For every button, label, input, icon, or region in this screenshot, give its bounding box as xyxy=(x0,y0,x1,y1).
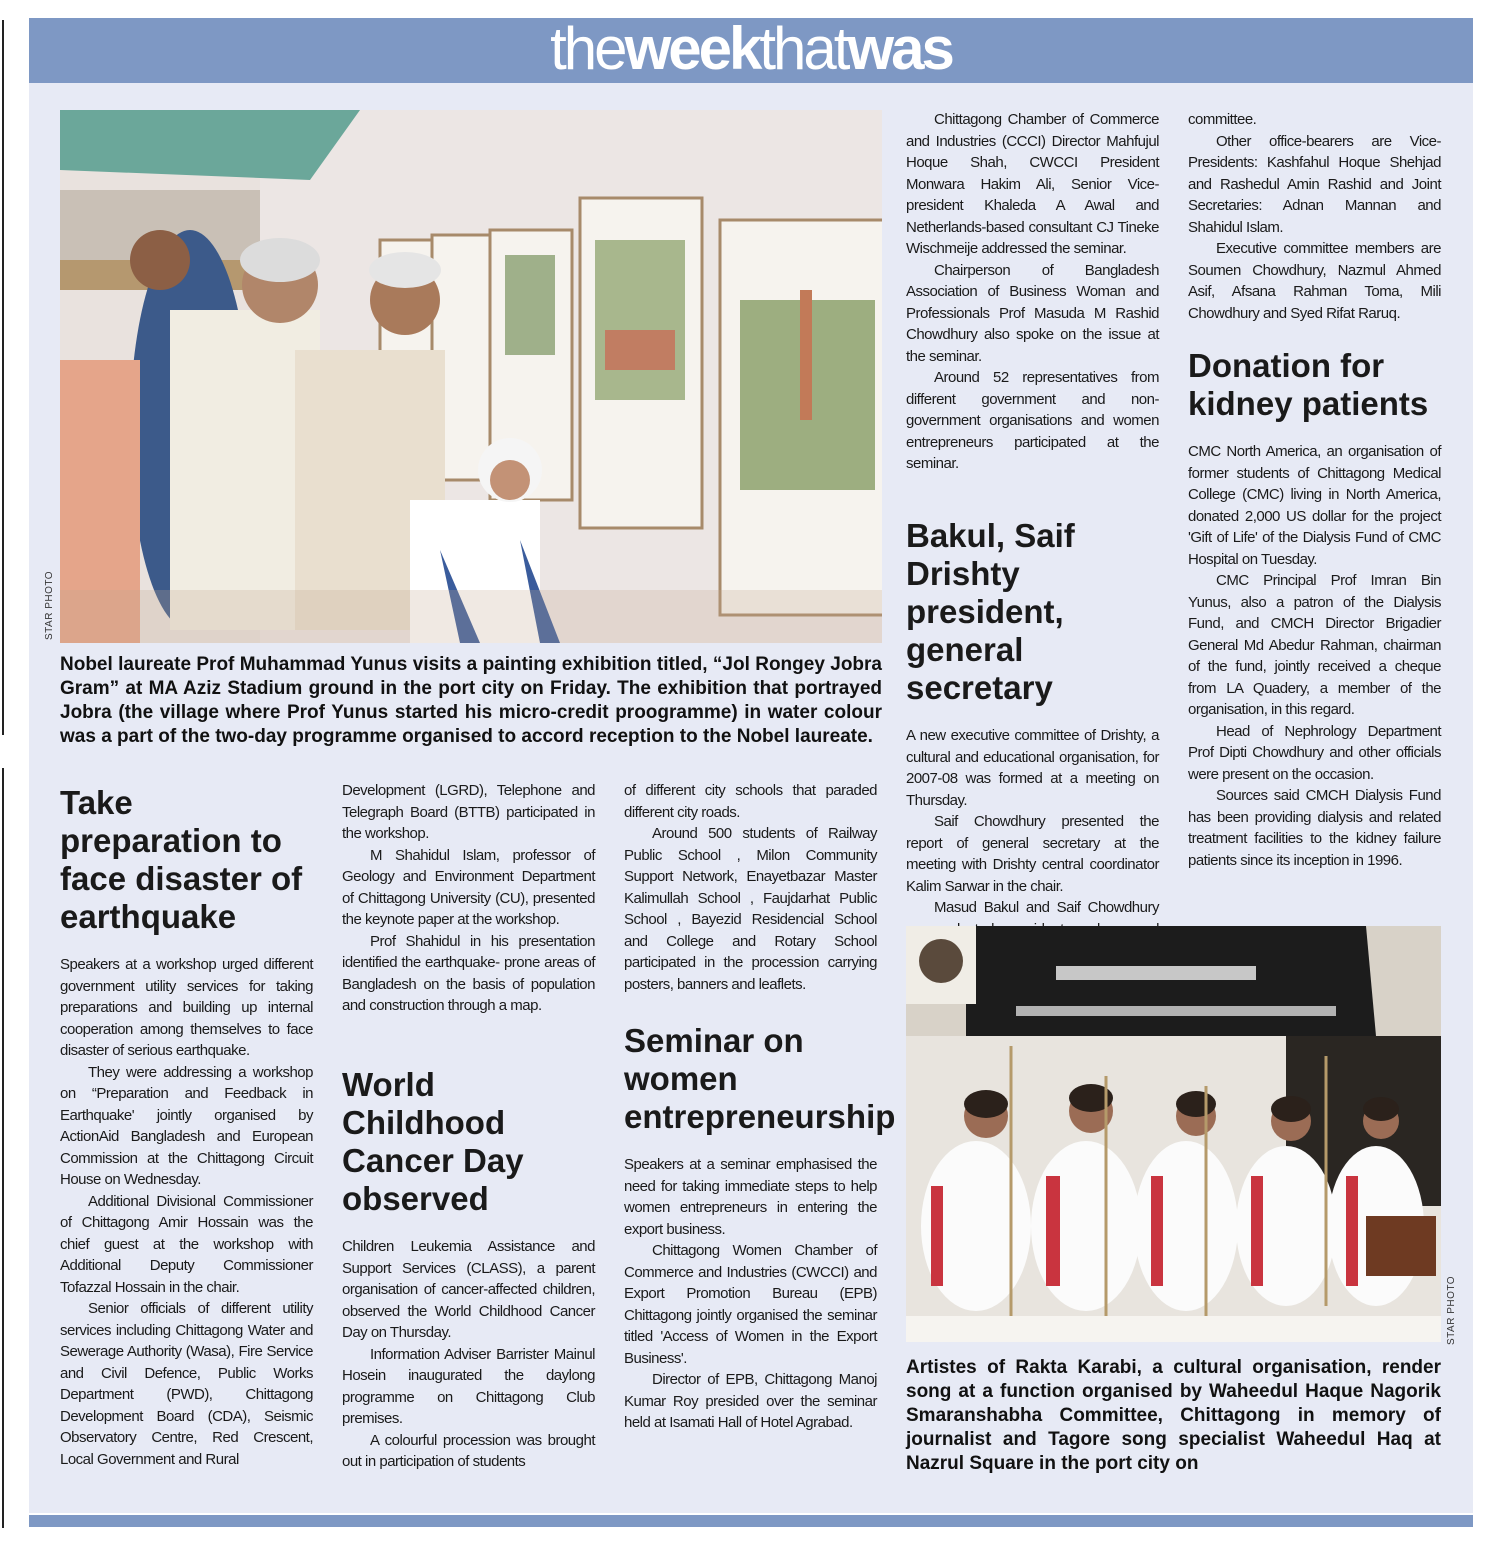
seminar-p5: Chairperson of Bangladesh Association of Business Woman and Professionals Prof Masuda M Rashid Chowdhury also spoke on the issue at the seminar. xyxy=(906,261,1159,365)
drishty-p3: Masud Bakul and Saif Chowdhury xyxy=(934,899,1159,916)
article-earthquake xyxy=(60,784,313,1470)
article-earthquake-continued xyxy=(342,780,595,1017)
masthead-that: that xyxy=(759,15,848,82)
earthquake-p5: Development (LGRD), Telephone and Telegraph Board (BTTB) participated in the workshop. xyxy=(342,782,595,842)
article-drishty xyxy=(906,517,1159,962)
earthquake-p6: M Shahidul Islam, professor of Geology and Environment Department of Chittagong University (CU), presented the keynote paper at the workshop. xyxy=(342,846,595,928)
left-rule-bottom xyxy=(2,768,4,1528)
kidney-p2: CMC Principal Prof Imran Bin Yunus, also a patron of the Dialysis Fund, and CMCH Director Brigadier General Md Abedur Rahman, chairman of the fund, jointly received a cheque from LA Quadery, a member of the organisation, in this regard. xyxy=(1188,572,1441,718)
kidney-p1: CMC North America, an organisation of former students of Chittagong Medical College (CMC) living in North America, donated 2,000 US dollar for the project 'Gift of Life' of the Dialysis Fund of CMC Hospital on Tuesday. xyxy=(1188,443,1441,568)
headline-kidney: Donation for kidney patients xyxy=(1188,347,1429,422)
seminar-p6: Around 52 representatives from different government and non-government organisations and women entrepreneurs participated at the seminar. xyxy=(906,369,1159,472)
artistes-photo xyxy=(906,926,1441,1342)
childhood-p2: Information Adviser Barrister Mainul Hosein inaugurated the daylong programme on Chittagong Club premises. xyxy=(342,1345,595,1427)
photo-credit-bottom: STAR PHOTO xyxy=(1446,1275,1457,1345)
childhood-p4: of different city schools that paraded different city roads. xyxy=(624,782,877,821)
headline-seminar: Seminar on women entrepreneurship xyxy=(624,1022,896,1135)
earthquake-p2: They were addressing a workshop on “Preparation and Feedback in Earthquake' jointly organised by ActionAid Bangladesh and European Commission at the Chittagong Circuit House on Wednesday. xyxy=(60,1063,313,1188)
earthquake-p1: Speakers at a workshop urged different government utility services for taking preparations and building up internal cooperation among themselves to face disaster of serious earthquake. xyxy=(60,956,313,1059)
masthead xyxy=(29,15,1473,83)
seminar-p4: Chittagong Chamber of Commerce and Industries (CCCI) Director Mahfujul Hoque Shah, CWCCI President Monwara Hakim Ali, Senior Vice-president Khaleda A Awal and Netherlands-based consultant CJ Tineke Wischmeije addressed the seminar. xyxy=(906,111,1159,257)
drishty-p6: Executive committee members are Soumen Chowdhury, Nazmul Ahmed Asif, Afsana Rahman Toma, Mili Chowdhury and Syed Rifat Raruq. xyxy=(1188,240,1441,322)
kidney-p3: Head of Nephrology Department Prof Dipti Chowdhury and other officials were present on the occasion. xyxy=(1188,722,1441,783)
seminar-p3: Director of EPB, Chittagong Manoj Kumar Roy presided over the seminar held at Isamati Hall of Hotel Agrabad. xyxy=(624,1371,877,1431)
footer-bar xyxy=(29,1515,1473,1527)
drishty-p4: committee. xyxy=(1188,111,1257,128)
article-seminar-continued xyxy=(906,109,1159,475)
photo-credit-top: STAR PHOTO xyxy=(44,570,55,640)
article-seminar xyxy=(624,1022,896,1434)
article-childhood-continued xyxy=(624,780,877,995)
seminar-p2: Chittagong Women Chamber of Commerce and Industries (CWCCI) and Export Promotion Bureau (EPB) Chittagong jointly organised the seminar titled 'Access of Women in the Export Business'. xyxy=(624,1242,877,1367)
masthead-week: week xyxy=(624,15,760,82)
drishty-p1: A new executive committee of Drishty, a cultural and educational organisation, for 2007-08 was formed at a meeting on Thursday. xyxy=(906,727,1159,809)
earthquake-p7: Prof Shahidul in his presentation identified the earthquake- prone areas of Bangladesh on the basis of population and construction through a map. xyxy=(342,932,595,1014)
earthquake-p4: Senior officials of different utility services including Chittagong Water and Sewerage Authority (Wasa), Fire Service and Civil Defence, Public Works Department (PWD), Chittagong Development Board (CDA), Seismic Observatory Centre, Red Crescent, Local Government and Rural xyxy=(60,1300,313,1468)
exhibition-photo xyxy=(60,110,882,643)
masthead-was: was xyxy=(847,15,952,82)
childhood-p1: Children Leukemia Assistance and Support Services (CLASS), a parent organisation of cancer-affected children, observed the World Childhood Cancer Day on Thursday. xyxy=(342,1238,595,1341)
kidney-p4: Sources said CMCH Dialysis Fund has been providing dialysis and related treatment facilities to the kidney failure patients since its inception in 1996. xyxy=(1188,787,1441,869)
drishty-p5: Other office-bearers are Vice-Presidents: Kashfahul Hoque Shehjad and Rashedul Amin Rashid and Joint Secretaries: Adnan Mannan and Shahidul Islam. xyxy=(1188,132,1441,236)
masthead-the: the xyxy=(550,15,625,82)
headline-childhood: World Childhood Cancer Day observed xyxy=(342,1066,524,1217)
article-drishty-continued xyxy=(1188,109,1441,324)
left-rule-top xyxy=(2,20,4,735)
drishty-p2: Saif Chowdhury presented the report of general secretary at the meeting with Drishty central coordinator Kalim Sarwar in the chair. xyxy=(906,813,1159,895)
article-childhood xyxy=(342,1066,595,1473)
headline-drishty: Bakul, Saif Drishty president, general secretary xyxy=(906,517,1075,706)
article-kidney xyxy=(1188,347,1441,871)
caption-top: Nobel laureate Prof Muhammad Yunus visits a painting exhibition titled, “Jol Rongey Jobra Gram” at MA Aziz Stadium ground in the port city on Friday. The exhibition that portrayed Jobra (the village where Prof Yunus started his micro-credit proogramme) in water colour was a part of the two-day programme organised to accord reception to the Nobel laureate. xyxy=(60,654,882,747)
caption-bottom: Artistes of Rakta Karabi, a cultural organisation, render song at a function organised by Waheedul Haque Nagorik Smaranshabha Committee, Chittagong in memory of journalist and Tagore song specialist Waheedul Haq at Nazrul Square in the port city on xyxy=(906,1357,1441,1474)
childhood-p5: Around 500 students of Railway Public School , Milon Community Support Network, Enayetbazar Master Kalimullah School , Faujdarhat Public School , Bayezid Residencial School and College and Rotary School participated in the procession carrying posters, banners and leaflets. xyxy=(624,825,877,993)
headline-earthquake: Take preparation to face disaster of earthquake xyxy=(60,784,303,935)
seminar-p1: Speakers at a seminar emphasised the need for taking immediate steps to help women entrepreneurs in entering the export business. xyxy=(624,1156,877,1238)
earthquake-p3: Additional Divisional Commissioner of Chittagong Amir Hossain was the chief guest at the workshop with Additional Deputy Commissioner Tofazzal Hossain in the chair. xyxy=(60,1192,313,1296)
childhood-p3: A colourful procession was brought out in participation of students xyxy=(342,1431,595,1470)
